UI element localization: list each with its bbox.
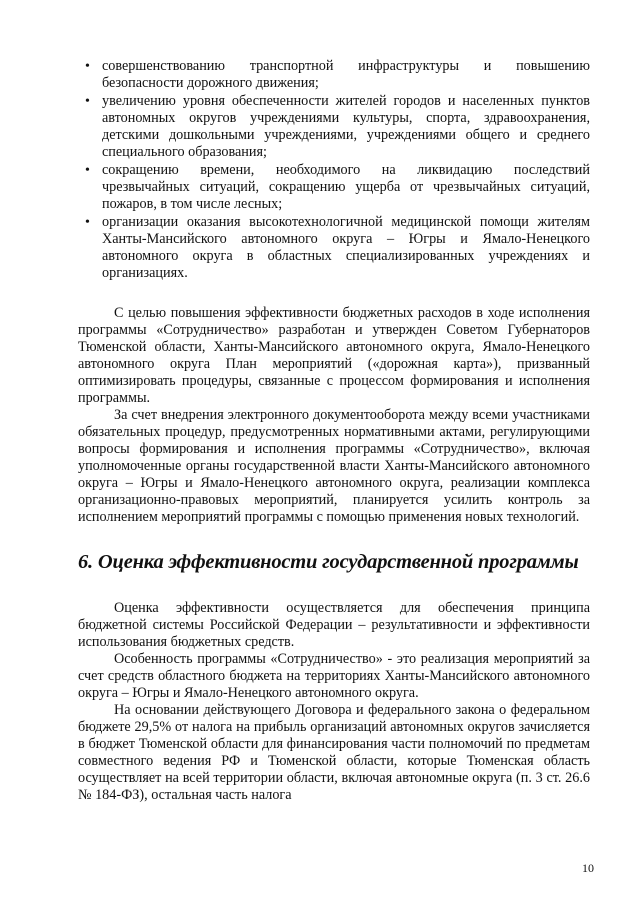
paragraph: За счет внедрения электронного документооборота между всеми участниками обязательных процедур, предусмотренных нормативными актами, регулирующими вопросы формирования и исполнения программы «Сотрудничество», включая уполномоченные органы государственной власти Ханты-Мансийского автономного округа – Югры и Ямало-Ненецкого автономного округа, реализации комплекса организационно-правовых мероприятий, планируется усилить контроль за исполнением мероприятий программы с помощью применения новых технологий. (78, 407, 590, 525)
paragraph: Оценка эффективности осуществляется для обеспечения принципа бюджетной системы Российской Федерации – результативности и эффективности использования бюджетных средств. (78, 600, 590, 650)
list-item-text: совершенствованию транспортной инфраструктуры и повышению безопасности дорожного движения; (102, 58, 590, 91)
list-item (78, 58, 590, 92)
list-item (78, 162, 590, 213)
bullet-icon: • (85, 215, 90, 230)
list-item-text: сокращению времени, необходимого на ликвидацию последствий чрезвычайных ситуаций, сокращению ущерба от чрезвычайных ситуаций, пожаров, в том числе лесных; (102, 162, 590, 212)
bullet-icon: • (85, 163, 90, 178)
paragraph: С целью повышения эффективности бюджетных расходов в ходе исполнения программы «Сотрудничество» разработан и утвержден Советом Губернаторов Тюменской области, Ханты-Мансийского автономного округа, Ямало-Ненецкого автономного округа План мероприятий («дорожная карта»), призванный оптимизировать процедуры, связанные с процессом формирования и исполнения программы. (78, 305, 590, 406)
list-item-text: организации оказания высокотехнологичной медицинской помощи жителям Ханты-Мансийского автономного округа – Югры и Ямало-Ненецкого автономного округа в областных специализированных учреждениях и организациях. (102, 214, 590, 281)
section-heading: 6. Оценка эффективности государственной программы (78, 551, 579, 573)
bullet-icon: • (85, 94, 90, 109)
paragraph: На основании действующего Договора и федерального закона о федеральном бюджете 29,5% от налога на прибыль организаций автономных округов зачисляется в бюджет Тюменской области для финансирования части полномочий по предметам совместного ведения РФ и Тюменской области, которые Тюменская область осуществляет на всей территории области, включая автономные округа (п. 3 ст. 26.6 № 184-ФЗ), остальная часть налога (78, 702, 590, 803)
page-number: 10 (582, 861, 594, 875)
list-item (78, 214, 590, 282)
bullet-list (78, 58, 590, 282)
paragraph: Особенность программы «Сотрудничество» - это реализация мероприятий за счет средств областного бюджета на территориях Ханты-Мансийского автономного округа – Югры и Ямало-Ненецкого автономного округа. (78, 651, 590, 701)
list-item-text: увеличению уровня обеспеченности жителей городов и населенных пунктов автономных округов учреждениями культуры, спорта, здравоохранения, детскими дошкольными учреждениями, учреждениями общего и среднего специального образования; (102, 93, 590, 160)
bullet-icon: • (85, 59, 90, 74)
page-content (78, 58, 590, 804)
list-item (78, 93, 590, 161)
